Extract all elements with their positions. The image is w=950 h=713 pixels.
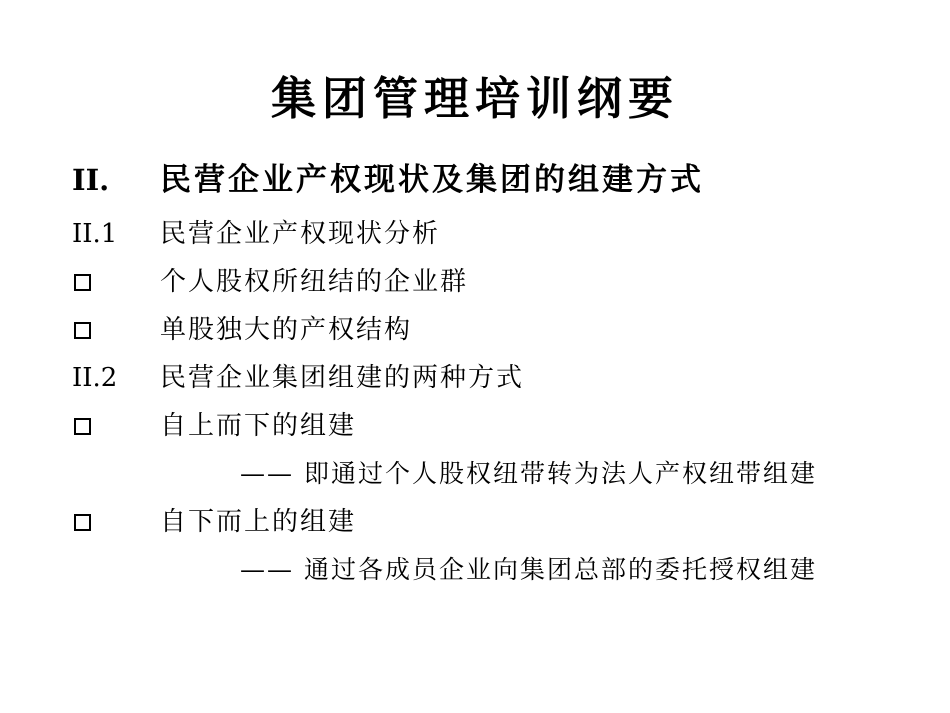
list-item-marker (72, 262, 160, 302)
list-item (72, 358, 932, 398)
list-item (72, 310, 932, 350)
list-sub-item-text: —— 即通过个人股权纽带转为法人产权纽带组建 (240, 459, 817, 488)
list-item (72, 502, 932, 542)
list-item-marker (72, 502, 160, 542)
list-item-text: 民营企业集团组建的两种方式 (160, 363, 525, 393)
list-item-text: 自上而下的组建 (160, 411, 357, 441)
list-sub-item-text: —— 通过各成员企业向集团总部的委托授权组建 (240, 555, 817, 584)
list-item-text: 个人股权所纽结的企业群 (160, 267, 469, 297)
list-item (72, 262, 932, 302)
list-item-text: 单股独大的产权结构 (160, 315, 413, 345)
list-item (72, 406, 932, 446)
slide-title: 集团管理培训纲要 (270, 72, 679, 125)
square-bullet-icon (74, 514, 91, 531)
list-item-marker (72, 310, 160, 350)
square-bullet-icon (74, 274, 91, 291)
list-sub-item-indent (72, 550, 240, 590)
square-bullet-icon (74, 418, 91, 435)
list-sub-item-indent (72, 454, 240, 494)
section-heading (72, 158, 932, 202)
list-item-marker: II.2 (72, 363, 118, 393)
slide-body (72, 158, 932, 598)
list-item (72, 214, 932, 254)
list-item-marker (72, 406, 160, 446)
list-sub-item (72, 454, 932, 494)
section-heading-text: 民营企业产权现状及集团的组建方式 (160, 162, 704, 198)
list-sub-item (72, 550, 932, 590)
list-item-text: 自下而上的组建 (160, 507, 357, 537)
list-item-text: 民营企业产权现状分析 (160, 219, 441, 249)
section-heading-number: II. (72, 163, 110, 197)
list-item-marker: II.1 (72, 219, 118, 249)
square-bullet-icon (74, 322, 91, 339)
